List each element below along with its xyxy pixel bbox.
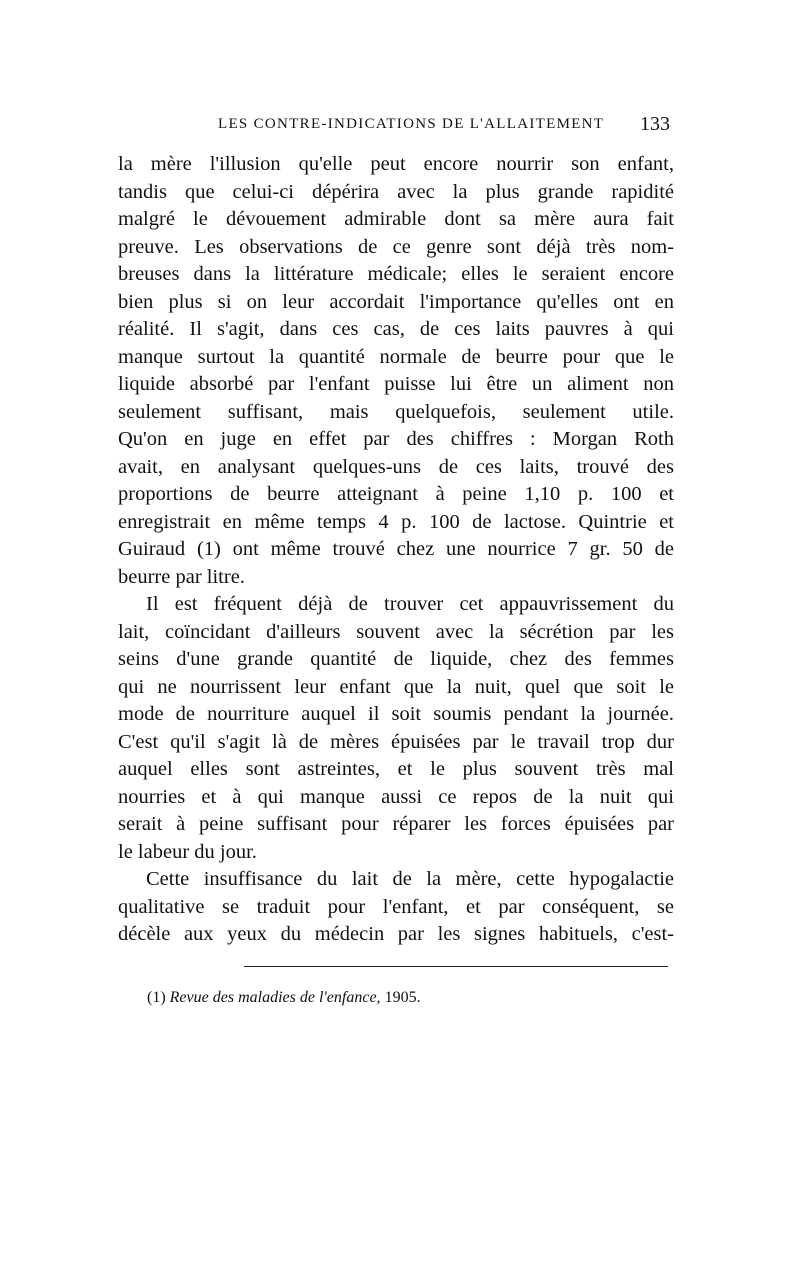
text-line: qualitative se traduit pour l'enfant, et par conséquent, se [118,895,674,918]
text-line: Il est fréquent déjà de trouver cet appauvrissement du [146,593,674,615]
text-line: décèle aux yeux du médecin par les signes habituels, c'est- [118,923,674,945]
text-line: le labeur du jour. [118,840,257,863]
footnote-divider [244,966,668,967]
text-line: proportions de beurre atteignant à peine 1,10 p. 100 et [118,483,674,505]
running-title: LES CONTRE-INDICATIONS DE L'ALLAITEMENT [218,116,605,132]
text-line: C'est qu'il s'agit là de mères épuisées par le travail trop dur [118,730,674,753]
text-line: liquide absorbé par l'enfant puisse lui être un aliment non [118,373,674,395]
footnote-marker: (1) [147,989,166,1006]
text-line: malgré le dévouement admirable dont sa mère aura fait [118,208,674,230]
text-line: qui ne nourrissent leur enfant que la nuit, quel que soit le [118,675,674,698]
text-line: la mère l'illusion qu'elle peut encore nourrir son enfant, [118,153,674,175]
text-line: seins d'une grande quantité de liquide, chez des femmes [118,648,674,670]
text-line: Cette insuffisance du lait de la mère, cette hypogalactie [146,868,674,890]
text-line: auquel elles sont astreintes, et le plus souvent très mal [118,758,674,780]
text-line: serait à peine suffisant pour réparer les forces épuisées par [118,813,674,835]
footnote-source-title: Revue des maladies de l'enfance, [169,989,381,1006]
text-line: mode de nourriture auquel il soit soumis pendant la journée. [118,703,674,725]
footnote [147,989,421,1007]
text-line: preuve. Les observations de ce genre sont déjà très nom- [118,235,674,258]
text-line: réalité. Il s'agit, dans ces cas, de ces laits pauvres à qui [118,318,674,340]
text-line: bien plus si on leur accordait l'importance qu'elles ont en [118,290,674,313]
text-line: Qu'on en juge en effet par des chiffres : Morgan Roth [118,428,674,450]
text-line: breuses dans la littérature médicale; elles le seraient encore [118,263,674,285]
text-line: enregistrait en même temps 4 p. 100 de lactose. Quintrie et [118,510,674,533]
page-number: 133 [640,113,670,135]
footnote-year: 1905. [384,989,421,1006]
text-line: avait, en analysant quelques-uns de ces laits, trouvé des [118,455,674,478]
text-line: tandis que celui-ci dépérira avec la plus grande rapidité [118,180,674,203]
page-header [118,113,678,140]
text-line: beurre par litre. [118,565,245,588]
text-line: lait, coïncidant d'ailleurs souvent avec la sécrétion par les [118,620,674,643]
text-line: Guiraud (1) ont même trouvé chez une nourrice 7 gr. 50 de [118,538,674,560]
text-line: manque surtout la quantité normale de beurre pour que le [118,345,674,368]
body-text [118,151,674,949]
text-line: seulement suffisant, mais quelquefois, seulement utile. [118,400,674,423]
text-line: nourries et à qui manque aussi ce repos de la nuit qui [118,785,674,808]
